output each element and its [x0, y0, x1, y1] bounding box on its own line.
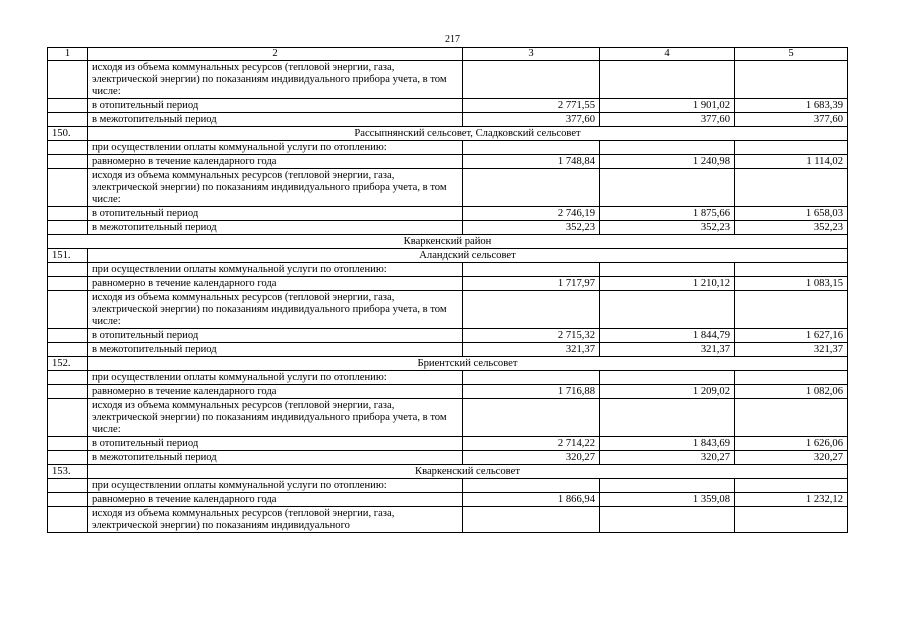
row-number: [48, 479, 88, 493]
value-col-5: 1 626,06: [735, 437, 848, 451]
value-col-3: [463, 141, 600, 155]
district-title: Кваркенский район: [48, 235, 848, 249]
row-number: [48, 493, 88, 507]
value-col-5: 1 082,06: [735, 385, 848, 399]
row-number: 153.: [48, 465, 88, 479]
row-number: [48, 277, 88, 291]
value-col-4: 377,60: [600, 113, 735, 127]
value-col-3: [463, 399, 600, 437]
value-col-3: 1 866,94: [463, 493, 600, 507]
row-number: [48, 385, 88, 399]
table-row: [48, 371, 848, 385]
value-col-3: [463, 291, 600, 329]
value-col-5: [735, 479, 848, 493]
column-header: 5: [735, 48, 848, 61]
row-description: в межотопительный период: [88, 451, 463, 465]
value-col-3: [463, 263, 600, 277]
table-row: [48, 291, 848, 329]
row-number: [48, 263, 88, 277]
value-col-4: 1 209,02: [600, 385, 735, 399]
value-col-3: 352,23: [463, 221, 600, 235]
row-description: исходя из объема коммунальных ресурсов (тепловой энергии, газа, электрической энергии) по показаниям индивидуального прибора учета, в том числе:: [88, 399, 463, 437]
value-col-4: [600, 399, 735, 437]
value-col-5: [735, 141, 848, 155]
table-row: [48, 507, 848, 533]
table-row: [48, 493, 848, 507]
table-body: [48, 61, 848, 533]
value-col-5: [735, 263, 848, 277]
value-col-3: [463, 371, 600, 385]
value-col-3: [463, 61, 600, 99]
value-col-5: 1 083,15: [735, 277, 848, 291]
value-col-3: 377,60: [463, 113, 600, 127]
value-col-4: 1 875,66: [600, 207, 735, 221]
table-row: [48, 437, 848, 451]
value-col-4: [600, 61, 735, 99]
column-header: 2: [88, 48, 463, 61]
row-number: [48, 169, 88, 207]
district-row: [48, 235, 848, 249]
row-description: при осуществлении оплаты коммунальной услуги по отоплению:: [88, 263, 463, 277]
row-description: исходя из объема коммунальных ресурсов (тепловой энергии, газа, электрической энергии) по показаниям индивидуального прибора учета, в том числе:: [88, 291, 463, 329]
row-description: равномерно в течение календарного года: [88, 155, 463, 169]
value-col-4: [600, 169, 735, 207]
row-description: равномерно в течение календарного года: [88, 493, 463, 507]
table-row: [48, 169, 848, 207]
row-number: 150.: [48, 127, 88, 141]
value-col-4: 352,23: [600, 221, 735, 235]
value-col-5: [735, 61, 848, 99]
value-col-3: 1 716,88: [463, 385, 600, 399]
value-col-5: [735, 371, 848, 385]
table-row: [48, 221, 848, 235]
value-col-3: 321,37: [463, 343, 600, 357]
table-row: [48, 329, 848, 343]
table-row: [48, 61, 848, 99]
value-col-5: [735, 169, 848, 207]
section-title: Рассыпнянский сельсовет, Сладковский сельсовет: [88, 127, 848, 141]
table-row: [48, 113, 848, 127]
table-row: [48, 343, 848, 357]
row-number: 151.: [48, 249, 88, 263]
value-col-4: [600, 291, 735, 329]
value-col-4: 321,37: [600, 343, 735, 357]
row-description: в отопительный период: [88, 99, 463, 113]
value-col-4: 1 359,08: [600, 493, 735, 507]
page-number: 217: [445, 34, 460, 45]
row-description: исходя из объема коммунальных ресурсов (тепловой энергии, газа, электрической энергии) по показаниям индивидуального: [88, 507, 463, 533]
value-col-4: 1 240,98: [600, 155, 735, 169]
value-col-3: 2 771,55: [463, 99, 600, 113]
value-col-3: [463, 169, 600, 207]
value-col-4: [600, 141, 735, 155]
value-col-3: 2 714,22: [463, 437, 600, 451]
value-col-5: 1 114,02: [735, 155, 848, 169]
column-number-row: [48, 48, 848, 61]
row-description: равномерно в течение календарного года: [88, 385, 463, 399]
value-col-4: 1 843,69: [600, 437, 735, 451]
row-number: [48, 371, 88, 385]
row-number: [48, 155, 88, 169]
value-col-4: 1 210,12: [600, 277, 735, 291]
table-row: [48, 141, 848, 155]
table-row: [48, 263, 848, 277]
value-col-5: 1 627,16: [735, 329, 848, 343]
row-number: [48, 207, 88, 221]
value-col-3: [463, 507, 600, 533]
section-row: [48, 127, 848, 141]
row-number: [48, 141, 88, 155]
row-number: [48, 437, 88, 451]
value-col-4: [600, 371, 735, 385]
section-row: [48, 249, 848, 263]
value-col-3: 2 715,32: [463, 329, 600, 343]
value-col-5: 320,27: [735, 451, 848, 465]
row-number: [48, 343, 88, 357]
row-description: при осуществлении оплаты коммунальной услуги по отоплению:: [88, 479, 463, 493]
value-col-3: 320,27: [463, 451, 600, 465]
row-number: [48, 113, 88, 127]
value-col-3: 2 746,19: [463, 207, 600, 221]
value-col-5: 321,37: [735, 343, 848, 357]
value-col-5: 1 232,12: [735, 493, 848, 507]
table-row: [48, 155, 848, 169]
value-col-5: 352,23: [735, 221, 848, 235]
row-number: [48, 99, 88, 113]
value-col-3: [463, 479, 600, 493]
column-header: 3: [463, 48, 600, 61]
value-col-3: 1 717,97: [463, 277, 600, 291]
value-col-4: 320,27: [600, 451, 735, 465]
row-number: 152.: [48, 357, 88, 371]
row-description: исходя из объема коммунальных ресурсов (тепловой энергии, газа, электрической энергии) по показаниям индивидуального прибора учета, в том числе:: [88, 169, 463, 207]
row-description: в межотопительный период: [88, 343, 463, 357]
row-description: в отопительный период: [88, 329, 463, 343]
table-row: [48, 385, 848, 399]
row-description: в межотопительный период: [88, 221, 463, 235]
value-col-5: 1 658,03: [735, 207, 848, 221]
row-description: исходя из объема коммунальных ресурсов (тепловой энергии, газа, электрической энергии) по показаниям индивидуального прибора учета, в том числе:: [88, 61, 463, 99]
row-number: [48, 221, 88, 235]
value-col-3: 1 748,84: [463, 155, 600, 169]
value-col-4: [600, 479, 735, 493]
column-header: 4: [600, 48, 735, 61]
table-row: [48, 451, 848, 465]
section-title: Кваркенский сельсовет: [88, 465, 848, 479]
row-number: [48, 329, 88, 343]
table-row: [48, 479, 848, 493]
section-row: [48, 357, 848, 371]
section-title: Аландский сельсовет: [88, 249, 848, 263]
row-description: при осуществлении оплаты коммунальной услуги по отоплению:: [88, 141, 463, 155]
value-col-4: [600, 507, 735, 533]
value-col-5: [735, 399, 848, 437]
value-col-5: [735, 507, 848, 533]
row-description: в отопительный период: [88, 437, 463, 451]
row-number: [48, 451, 88, 465]
row-number: [48, 61, 88, 99]
column-header: 1: [48, 48, 88, 61]
row-number: [48, 507, 88, 533]
row-description: равномерно в течение календарного года: [88, 277, 463, 291]
value-col-5: 1 683,39: [735, 99, 848, 113]
table-row: [48, 399, 848, 437]
row-description: в межотопительный период: [88, 113, 463, 127]
row-description: в отопительный период: [88, 207, 463, 221]
value-col-4: 1 901,02: [600, 99, 735, 113]
row-description: при осуществлении оплаты коммунальной услуги по отоплению:: [88, 371, 463, 385]
value-col-5: [735, 291, 848, 329]
value-col-5: 377,60: [735, 113, 848, 127]
table-row: [48, 207, 848, 221]
table-row: [48, 99, 848, 113]
row-number: [48, 291, 88, 329]
table-header: [48, 48, 848, 61]
value-col-4: [600, 263, 735, 277]
row-number: [48, 399, 88, 437]
value-col-4: 1 844,79: [600, 329, 735, 343]
tariff-table: [47, 47, 848, 533]
table-row: [48, 277, 848, 291]
section-title: Бриентский сельсовет: [88, 357, 848, 371]
section-row: [48, 465, 848, 479]
